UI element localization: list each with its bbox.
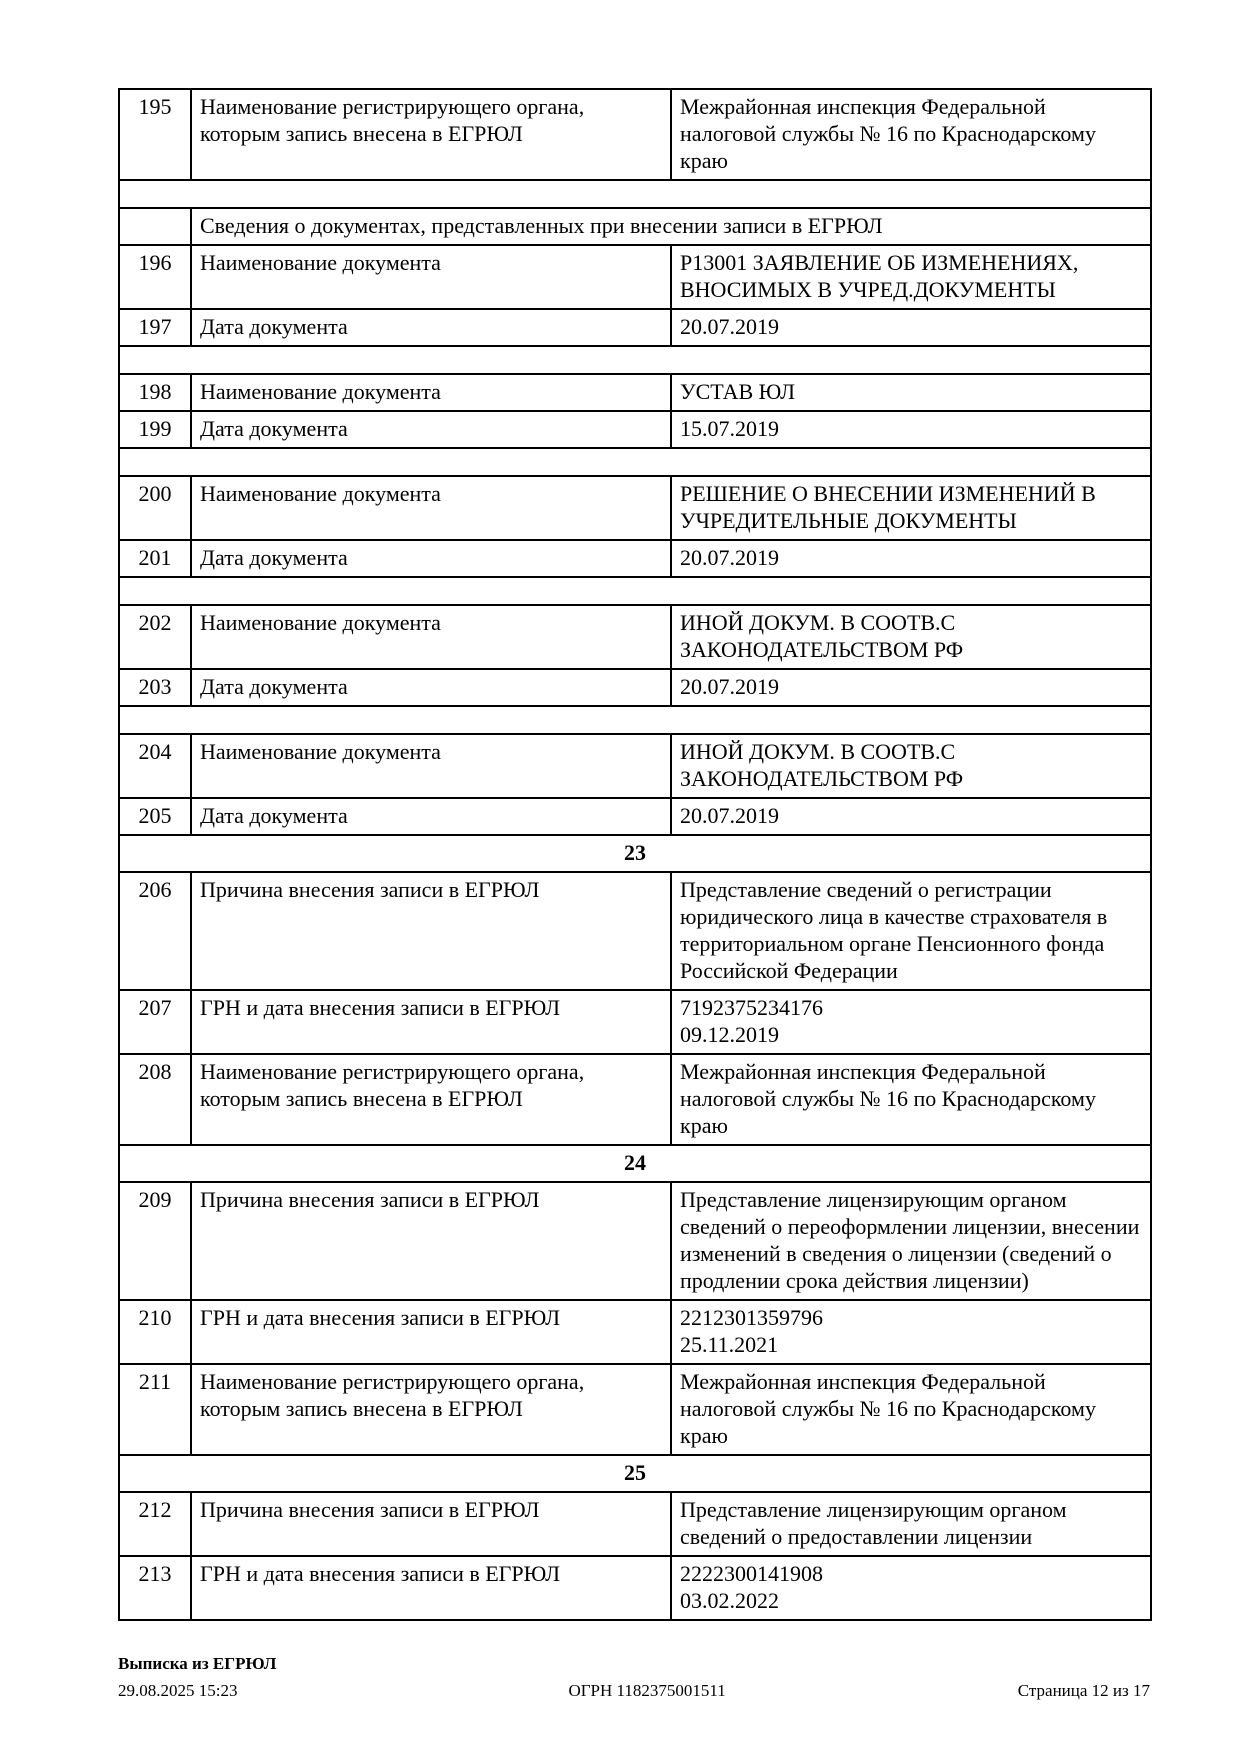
row-number-cell: 199	[119, 411, 191, 448]
table-row-198	[119, 374, 1151, 411]
row-number-cell: 202	[119, 605, 191, 669]
attribute-name-cell: ГРН и дата внесения записи в ЕГРЮЛ	[191, 1300, 671, 1364]
attribute-value-cell	[671, 734, 1151, 798]
value-line: РЕШЕНИЕ О ВНЕСЕНИИ ИЗМЕНЕНИЙ В УЧРЕДИТЕЛЬНЫЕ ДОКУМЕНТЫ	[680, 481, 1096, 533]
row-number-cell: 203	[119, 669, 191, 706]
spacer-row	[119, 346, 1151, 374]
table-row-205	[119, 798, 1151, 835]
row-number-cell: 210	[119, 1300, 191, 1364]
attribute-value-cell	[671, 245, 1151, 309]
attribute-value-cell	[671, 540, 1151, 577]
table-row-209	[119, 1182, 1151, 1300]
value-line: Представление лицензирующим органом сведений о предоставлении лицензии	[680, 1497, 1067, 1549]
row-number-cell	[119, 208, 191, 245]
group-header-cell: Сведения о документах, представленных при внесении записи в ЕГРЮЛ	[191, 208, 1151, 245]
attribute-value-cell	[671, 669, 1151, 706]
row-number-cell: 213	[119, 1556, 191, 1620]
attribute-name-cell: Дата документа	[191, 669, 671, 706]
spacer-row	[119, 706, 1151, 734]
row-number-cell: 201	[119, 540, 191, 577]
attribute-name-cell: Причина внесения записи в ЕГРЮЛ	[191, 1492, 671, 1556]
attribute-value-cell	[671, 1182, 1151, 1300]
spacer-cell	[119, 180, 1151, 208]
attribute-name-cell: Причина внесения записи в ЕГРЮЛ	[191, 1182, 671, 1300]
section-header-row-23	[119, 835, 1151, 872]
row-number-cell: 207	[119, 990, 191, 1054]
footer-page-indicator: Страница 12 из 17	[1017, 1681, 1150, 1700]
spacer-cell	[119, 448, 1151, 476]
value-line: ИНОЙ ДОКУМ. В СООТВ.С ЗАКОНОДАТЕЛЬСТВОМ РФ	[680, 739, 964, 791]
footer-document-title: Выписка из ЕГРЮЛ	[118, 1654, 277, 1673]
registry-records-table	[118, 88, 1152, 1621]
row-number-cell: 212	[119, 1492, 191, 1556]
table-row-203	[119, 669, 1151, 706]
attribute-value-cell	[671, 872, 1151, 990]
value-line: 25.11.2021	[680, 1332, 779, 1357]
spacer-row	[119, 180, 1151, 208]
table-row-195	[119, 89, 1151, 180]
value-line: Межрайонная инспекция Федеральной налоговой службы № 16 по Краснодарскому краю	[680, 94, 1096, 173]
value-line: Межрайонная инспекция Федеральной налоговой службы № 16 по Краснодарскому краю	[680, 1059, 1096, 1138]
value-line: 2222300141908	[680, 1561, 823, 1586]
section-number-cell: 25	[119, 1455, 1151, 1492]
table-row-202	[119, 605, 1151, 669]
table-row-196	[119, 245, 1151, 309]
attribute-name-cell: ГРН и дата внесения записи в ЕГРЮЛ	[191, 1556, 671, 1620]
value-line: 2212301359796	[680, 1305, 823, 1330]
attribute-name-cell: Наименование регистрирующего органа, которым запись внесена в ЕГРЮЛ	[191, 89, 671, 180]
table-row-201	[119, 540, 1151, 577]
attribute-name-cell: Наименование документа	[191, 245, 671, 309]
footer-left-block	[118, 1650, 276, 1704]
value-line: 20.07.2019	[680, 674, 779, 699]
attribute-value-cell	[671, 798, 1151, 835]
attribute-name-cell: Наименование документа	[191, 476, 671, 540]
attribute-name-cell: Наименование документа	[191, 734, 671, 798]
attribute-value-cell	[671, 1300, 1151, 1364]
attribute-value-cell	[671, 990, 1151, 1054]
value-line: ИНОЙ ДОКУМ. В СООТВ.С ЗАКОНОДАТЕЛЬСТВОМ РФ	[680, 610, 964, 662]
spacer-cell	[119, 346, 1151, 374]
registry-table-body	[119, 89, 1151, 1620]
value-line: 7192375234176	[680, 995, 823, 1020]
footer-ogrn: ОГРН 1182375001511	[568, 1681, 726, 1700]
value-line: Р13001 ЗАЯВЛЕНИЕ ОБ ИЗМЕНЕНИЯХ, ВНОСИМЫХ В УЧРЕД.ДОКУМЕНТЫ	[680, 250, 1079, 302]
attribute-value-cell	[671, 89, 1151, 180]
section-header-row-24	[119, 1145, 1151, 1182]
table-row-206	[119, 872, 1151, 990]
spacer-cell	[119, 577, 1151, 605]
value-line: УСТАВ ЮЛ	[680, 379, 796, 404]
table-row-200	[119, 476, 1151, 540]
attribute-value-cell	[671, 476, 1151, 540]
footer-datetime: 29.08.2025 15:23	[118, 1681, 238, 1700]
row-number-cell: 197	[119, 309, 191, 346]
section-header-row-25	[119, 1455, 1151, 1492]
value-line: 09.12.2019	[680, 1022, 779, 1047]
row-number-cell: 209	[119, 1182, 191, 1300]
attribute-value-cell	[671, 1556, 1151, 1620]
attribute-name-cell: Наименование регистрирующего органа, которым запись внесена в ЕГРЮЛ	[191, 1364, 671, 1455]
table-row-210	[119, 1300, 1151, 1364]
section-number-cell: 23	[119, 835, 1151, 872]
row-number-cell: 200	[119, 476, 191, 540]
value-line: 20.07.2019	[680, 314, 779, 339]
row-number-cell: 206	[119, 872, 191, 990]
table-row-197	[119, 309, 1151, 346]
spacer-row	[119, 448, 1151, 476]
attribute-name-cell: Дата документа	[191, 411, 671, 448]
attribute-value-cell	[671, 1364, 1151, 1455]
row-number-cell: 195	[119, 89, 191, 180]
table-row-212	[119, 1492, 1151, 1556]
attribute-name-cell: Наименование документа	[191, 605, 671, 669]
attribute-value-cell	[671, 1492, 1151, 1556]
table-row-208	[119, 1054, 1151, 1145]
row-number-cell: 205	[119, 798, 191, 835]
spacer-row	[119, 577, 1151, 605]
value-line: Представление сведений о регистрации юридического лица в качестве страхователя в территориальном органе Пенсионного фонда Российской Федерации	[680, 877, 1108, 983]
table-row-211	[119, 1364, 1151, 1455]
value-line: 20.07.2019	[680, 803, 779, 828]
attribute-name-cell: Наименование документа	[191, 374, 671, 411]
attribute-value-cell	[671, 309, 1151, 346]
value-line: 15.07.2019	[680, 416, 779, 441]
attribute-value-cell	[671, 1054, 1151, 1145]
attribute-name-cell: Наименование регистрирующего органа, которым запись внесена в ЕГРЮЛ	[191, 1054, 671, 1145]
attribute-name-cell: ГРН и дата внесения записи в ЕГРЮЛ	[191, 990, 671, 1054]
attribute-name-cell: Дата документа	[191, 798, 671, 835]
table-row-207	[119, 990, 1151, 1054]
row-number-cell: 204	[119, 734, 191, 798]
documents-group-header-row	[119, 208, 1151, 245]
section-number-cell: 24	[119, 1145, 1151, 1182]
table-row-213	[119, 1556, 1151, 1620]
attribute-value-cell	[671, 605, 1151, 669]
attribute-value-cell	[671, 374, 1151, 411]
row-number-cell: 196	[119, 245, 191, 309]
page-footer	[118, 1650, 1150, 1704]
table-row-204	[119, 734, 1151, 798]
spacer-cell	[119, 706, 1151, 734]
value-line: Межрайонная инспекция Федеральной налоговой службы № 16 по Краснодарскому краю	[680, 1369, 1096, 1448]
attribute-value-cell	[671, 411, 1151, 448]
row-number-cell: 198	[119, 374, 191, 411]
value-line: Представление лицензирующим органом сведений о переоформлении лицензии, внесении изменений в сведения о лицензии (сведений о продлении срока действия лицензии)	[680, 1187, 1140, 1293]
value-line: 03.02.2022	[680, 1588, 779, 1613]
attribute-name-cell: Дата документа	[191, 540, 671, 577]
table-row-199	[119, 411, 1151, 448]
attribute-name-cell: Дата документа	[191, 309, 671, 346]
value-line: 20.07.2019	[680, 545, 779, 570]
row-number-cell: 211	[119, 1364, 191, 1455]
row-number-cell: 208	[119, 1054, 191, 1145]
attribute-name-cell: Причина внесения записи в ЕГРЮЛ	[191, 872, 671, 990]
